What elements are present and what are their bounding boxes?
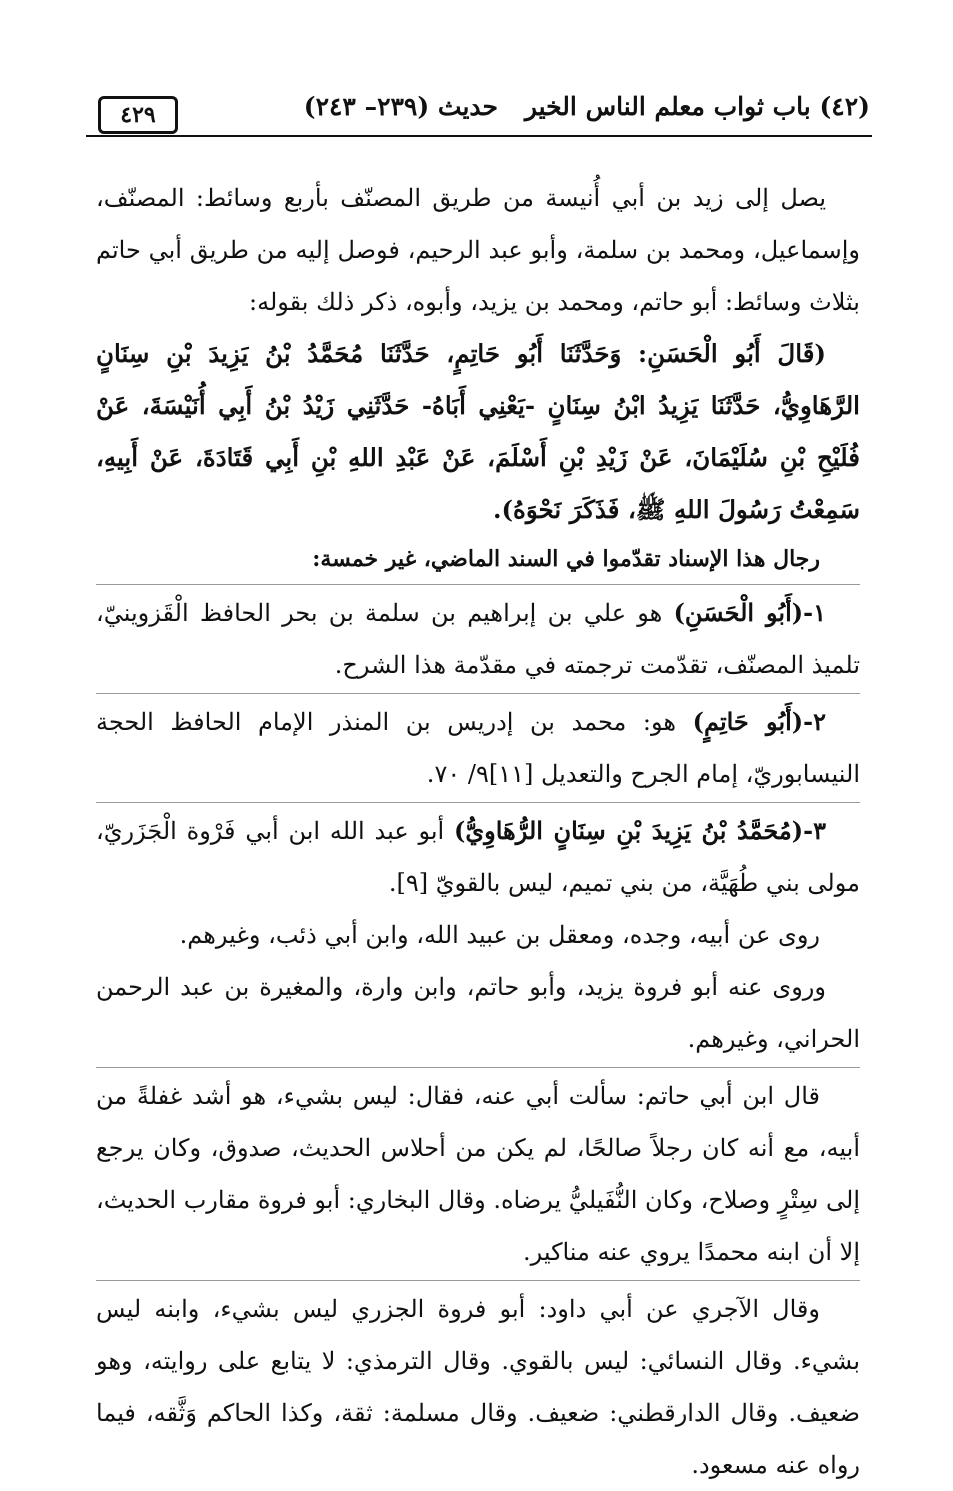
- intro-paragraph: يصل إلى زيد بن أبي أُنيسة من طريق المصنّف بأربع وسائط: المصنّف، وإسماعيل، ومحمد بن سلمة، وأبو عبد الرحيم، فوصل إليه من طريق أبي حاتم بثلاث وسائط: أبو حاتم، ومحمد بن يزيد، وأبوه، ذكر ذلك بقوله:: [96, 184, 860, 316]
- page-header: [88, 86, 870, 134]
- narrated-by-paragraph: وروى عنه أبو فروة يزيد، وأبو حاتم، وابن وارة، والمغيرة بن عبد الرحمن الحراني، وغيرهم.: [96, 973, 860, 1053]
- page-number-box: ٤٢٩: [98, 96, 178, 134]
- critique-paragraph-1: قال ابن أبي حاتم: سألت أبي عنه، فقال: ليس بشيء، هو أشد غفلةً من أبيه، مع أنه كان رجلاً صالحًا، لم يكن من أحلاس الحديث، صدوق، وكان يرجع إلى سِتْرٍ وصلاح، وكان النُّفَيليُّ يرضاه. وقال البخاري: أبو فروة مقارب الحديث، إلا أن ابنه محمدًا يروي عنه مناكير.: [96, 1082, 860, 1266]
- divider: [96, 1067, 860, 1068]
- divider: [96, 584, 860, 585]
- chapter-title: (٤٢) باب ثواب معلم الناس الخير: [524, 92, 870, 121]
- page-body: [96, 172, 860, 1491]
- narrator-1-name: ١-(أَبُو الْحَسَنِ): [673, 598, 826, 627]
- hadith-range: حديث (٢٣٩– ٢٤٣): [303, 92, 498, 121]
- divider: [96, 693, 860, 694]
- hadith-chain-quote: (قَالَ أَبُو الْحَسَنِ: وَحَدَّثَنَا أَبُو حَاتِمٍ، حَدَّثَنَا مُحَمَّدُ بْنُ يَزِيدَ بْنِ سِنَانٍ الرَّهَاوِيُّ، حَدَّثَنَا يَزِيدُ ابْنُ سِنَانٍ -يَعْنِي أَبَاهُ- حَدَّثَنِي زَيْدُ بْنُ أَبِي أُنَيْسَةَ، عَنْ فُلَيْحِ بْنِ سُلَيْمَانَ، عَنْ زَيْدِ بْنِ أَسْلَمَ، عَنْ عَبْدِ اللهِ بْنِ أَبِي قَتَادَةَ، عَنْ أَبِيهِ، سَمِعْتُ رَسُولَ اللهِ ﷺ، فَذَكَرَ نَحْوَهُ).: [96, 339, 860, 524]
- divider: [96, 1280, 860, 1281]
- narrator-item-1: [96, 587, 860, 691]
- narrator-1-text: هو علي بن إبراهيم بن سلمة بن بحر الحافظ الْقَزوينيّ، تلميذ المصنّف، تقدّمت ترجمته في مقدّمة هذا الشرح.: [96, 599, 860, 679]
- divider: [96, 802, 860, 803]
- narrator-3-name: ٣-(مُحَمَّدُ بْنُ يَزِيدَ بْنِ سِنَانٍ الرُّهَاوِيُّ): [454, 816, 826, 845]
- narrator-item-2: [96, 696, 860, 800]
- critique-paragraph-2: وقال الآجري عن أبي داود: أبو فروة الجزري ليس بشيء، وابنه ليس بشيء. وقال النسائي: ليس بالقوي. وقال الترمذي: لا يتابع على روايته، وهو ضعيف. وقال الدارقطني: ضعيف. وقال مسلمة: ثقة، وكذا الحاكم وَثَّقه، فيما رواه عنه مسعود.: [96, 1295, 860, 1479]
- narrated-from-paragraph: روى عن أبيه، وجده، ومعقل بن عبيد الله، وابن أبي ذئب، وغيرهم.: [179, 921, 820, 949]
- narrator-2-name: ٢-(أَبُو حَاتِمٍ): [692, 707, 826, 736]
- narrator-3-text: أبو عبد الله ابن أبي فَرْوة الْجَزَريّ، مولى بني طُهَيَّة، من بني تميم، ليس بالقويّ [٩].: [96, 817, 860, 897]
- narrator-item-3: [96, 805, 860, 909]
- narrator-2-text: هو: محمد بن إدريس بن المنذر الإمام الحافظ الحجة النيسابوريّ، إمام الجرح والتعديل [١١]٩/ ٧٠.: [96, 708, 860, 788]
- header-divider: [86, 135, 872, 137]
- section-heading: رجال هذا الإسناد تقدّموا في السند الماضي، غير خمسة:: [312, 546, 820, 572]
